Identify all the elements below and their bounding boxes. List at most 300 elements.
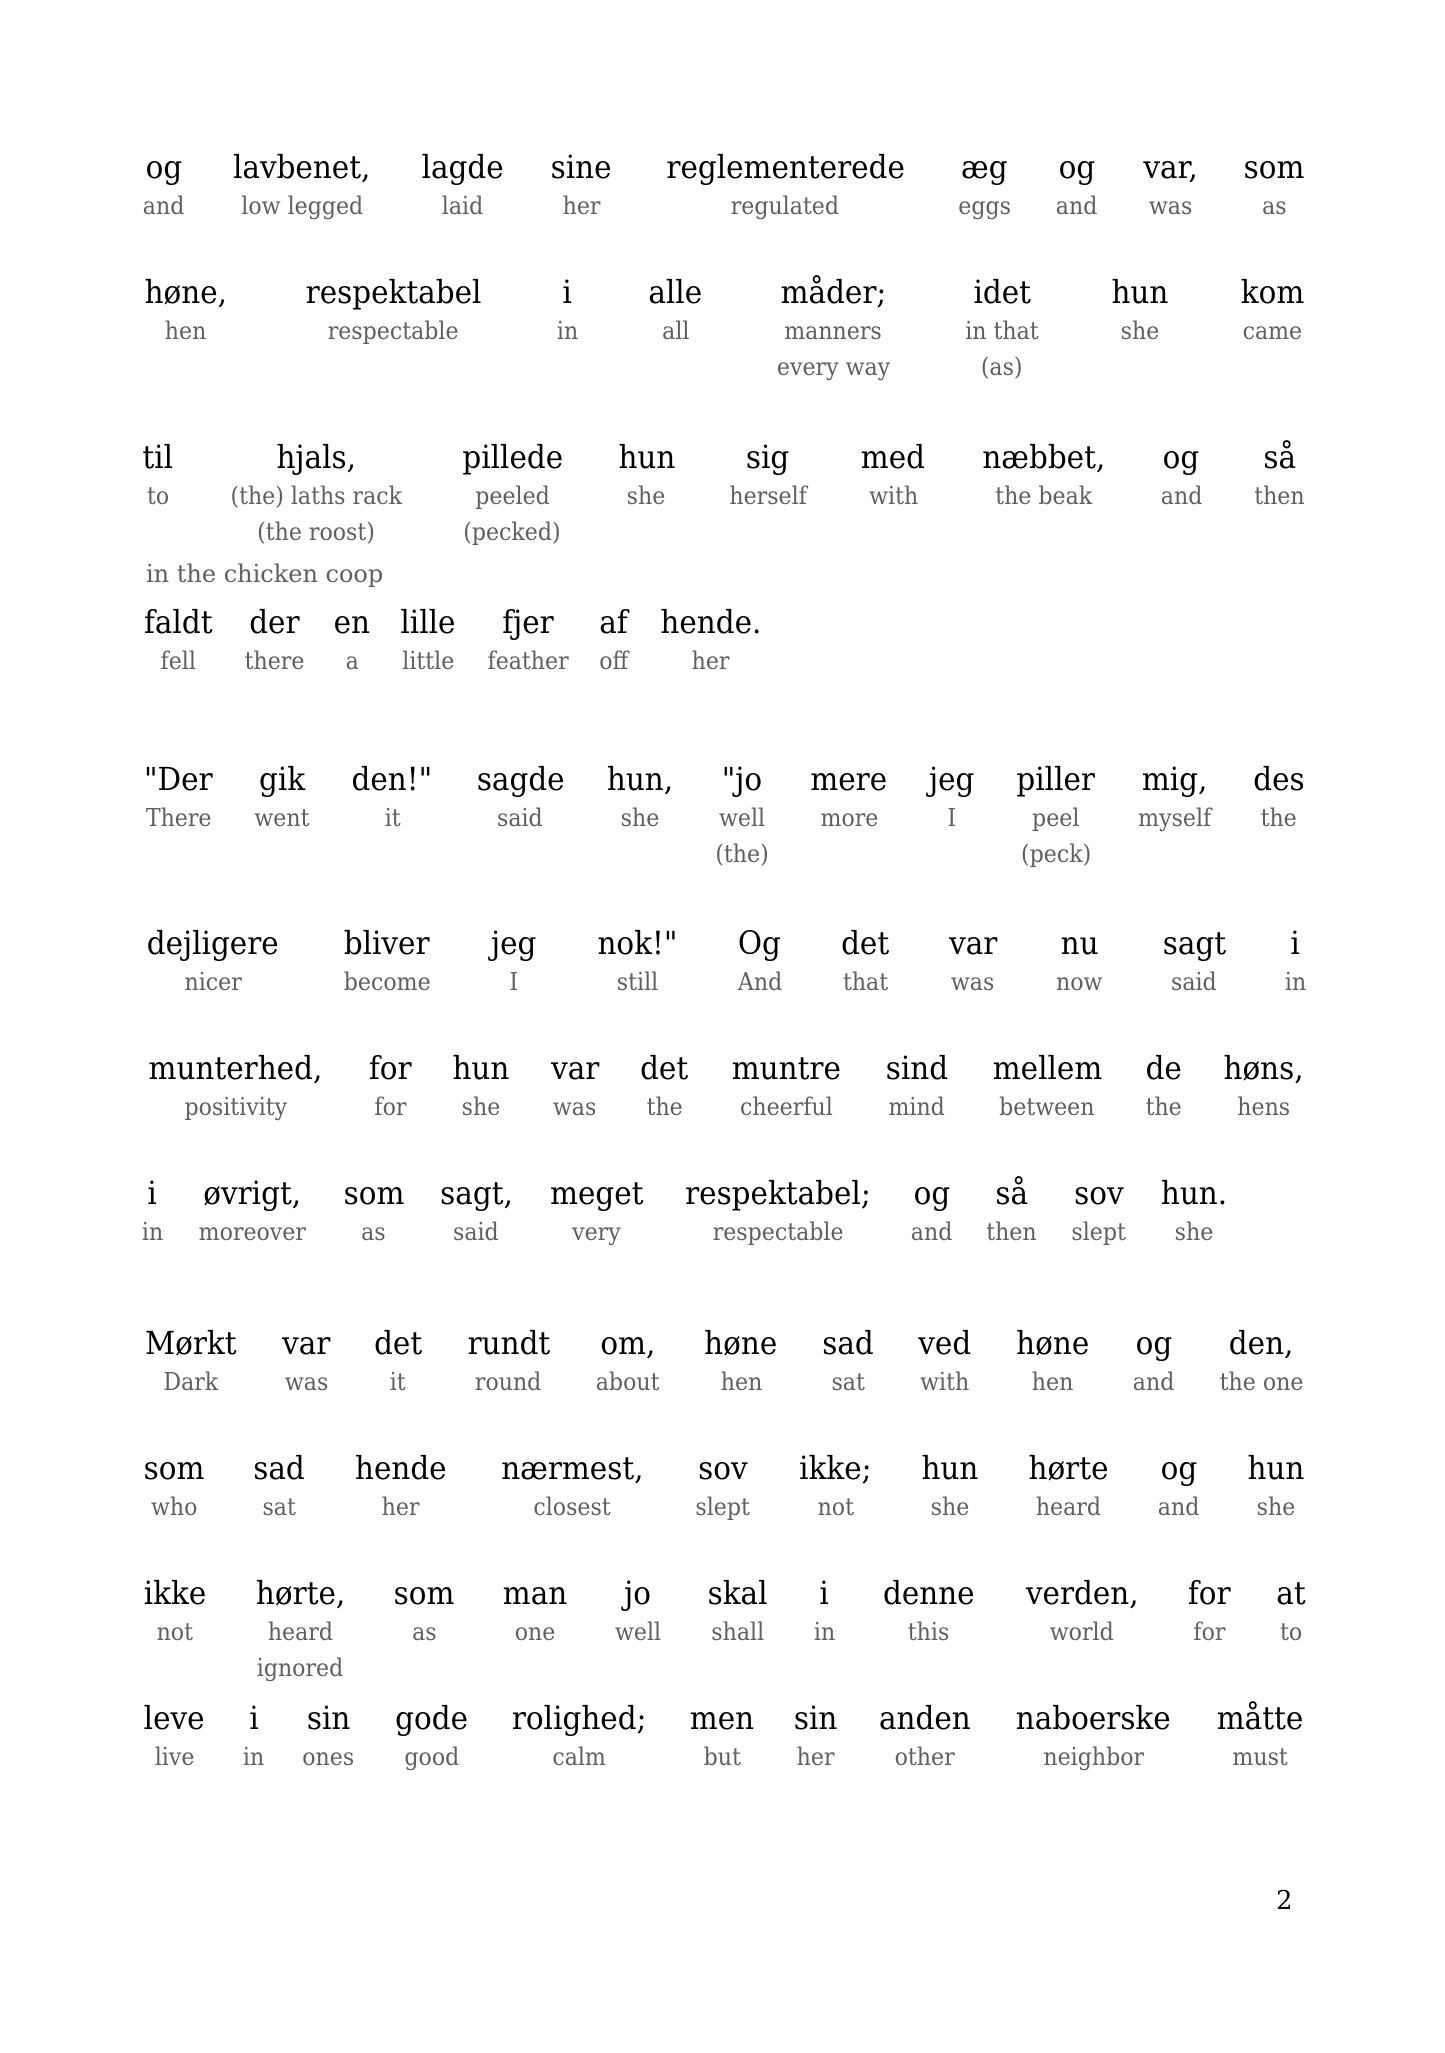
- english-gloss: laid: [441, 192, 484, 220]
- word-unit: [656, 603, 766, 679]
- english-gloss: not: [817, 1493, 854, 1521]
- english-gloss: I: [509, 968, 519, 996]
- danish-word: at: [1276, 1574, 1306, 1612]
- english-gloss: other: [894, 1743, 955, 1771]
- danish-word: sin: [794, 1699, 838, 1737]
- danish-word: mig,: [1142, 760, 1208, 798]
- word-unit: [549, 1049, 601, 1125]
- word-unit: [927, 760, 976, 836]
- english-gloss: hens: [1236, 1093, 1290, 1121]
- word-unit: [736, 924, 784, 1000]
- english-gloss: feather: [487, 647, 569, 675]
- interlinear-line: [141, 1449, 1307, 1525]
- english-gloss: heard: [1035, 1493, 1102, 1521]
- english-gloss: sat: [831, 1368, 865, 1396]
- danish-word: i: [249, 1699, 259, 1737]
- word-unit: [392, 1699, 471, 1775]
- english-gloss: must: [1232, 1743, 1288, 1771]
- english-gloss: she: [621, 804, 660, 832]
- interlinear-line: [141, 1574, 1307, 1686]
- english-gloss: closest: [533, 1493, 611, 1521]
- english-gloss: peel: [1032, 804, 1080, 832]
- word-unit: [1216, 1324, 1307, 1400]
- danish-word: muntre: [732, 1049, 842, 1087]
- english-gloss: very: [572, 1218, 621, 1246]
- word-unit: [1009, 1699, 1177, 1775]
- english-gloss: to: [1279, 1618, 1303, 1646]
- english-gloss: her: [381, 1493, 420, 1521]
- danish-word: hun: [1247, 1449, 1305, 1487]
- word-unit: [340, 924, 434, 1000]
- english-gloss: in: [1284, 968, 1307, 996]
- word-unit: [141, 1699, 207, 1775]
- word-unit: [1013, 1324, 1092, 1400]
- english-gloss: off: [599, 647, 629, 675]
- word-unit: [726, 438, 810, 514]
- english-gloss: with: [919, 1368, 969, 1396]
- word-unit: [796, 1449, 875, 1525]
- word-unit: [398, 603, 458, 679]
- english-gloss: was: [553, 1093, 597, 1121]
- interlinear-line: [141, 760, 1307, 872]
- interlinear-line: [141, 1699, 1307, 1775]
- danish-word: sad: [822, 1324, 875, 1362]
- danish-word: rundt: [467, 1324, 550, 1362]
- danish-word: næbbet,: [981, 438, 1105, 476]
- danish-word: hun: [452, 1049, 510, 1087]
- english-gloss: and: [142, 192, 185, 220]
- english-gloss: and: [1157, 1493, 1200, 1521]
- english-gloss: as: [1261, 192, 1287, 220]
- word-unit: [638, 1049, 690, 1125]
- danish-word: respektabel: [305, 273, 482, 311]
- english-gloss: shall: [711, 1618, 765, 1646]
- danish-word: verden,: [1025, 1574, 1139, 1612]
- danish-word: kom: [1240, 273, 1305, 311]
- interlinear-line: [141, 438, 1307, 550]
- english-gloss: in: [243, 1743, 265, 1771]
- english-gloss: more: [820, 804, 879, 832]
- danish-word: "Der: [143, 760, 213, 798]
- page-number: 2: [1276, 1886, 1293, 1916]
- english-gloss: it: [384, 804, 401, 832]
- danish-word: med: [861, 438, 926, 476]
- danish-word: nok!": [597, 924, 678, 962]
- english-gloss: she: [461, 1093, 501, 1121]
- english-gloss: moreover: [198, 1218, 307, 1246]
- english-gloss: well: [718, 804, 765, 832]
- english-gloss: And: [737, 968, 782, 996]
- english-gloss: world: [1050, 1618, 1115, 1646]
- danish-word: så: [1263, 438, 1296, 476]
- english-gloss: There: [145, 804, 212, 832]
- word-unit: [594, 924, 681, 1000]
- danish-word: anden: [878, 1699, 971, 1737]
- danish-word: i: [562, 273, 573, 311]
- word-unit: [1241, 148, 1307, 224]
- danish-word: i: [147, 1174, 158, 1212]
- danish-word: det: [640, 1049, 689, 1087]
- word-unit: [484, 603, 572, 679]
- word-unit: [593, 1324, 662, 1400]
- word-unit: [450, 1049, 512, 1125]
- english-gloss: said: [1171, 968, 1218, 996]
- interlinear-line: [141, 1324, 1307, 1400]
- danish-word: respektabel;: [685, 1174, 872, 1212]
- danish-word: sov: [1073, 1174, 1124, 1212]
- danish-word: hun,: [607, 760, 674, 798]
- word-unit: [807, 760, 891, 836]
- english-gloss: regulated: [731, 192, 840, 220]
- word-unit: [1284, 924, 1307, 1000]
- english-gloss: not: [156, 1618, 194, 1646]
- english-gloss: her: [562, 192, 601, 220]
- english-gloss: she: [1120, 317, 1160, 345]
- interlinear-line: [141, 1049, 1307, 1125]
- danish-word: måtte: [1216, 1699, 1304, 1737]
- word-unit: [916, 1324, 974, 1400]
- word-unit: [141, 1449, 207, 1525]
- english-gloss: it: [390, 1368, 406, 1396]
- word-unit: [919, 1449, 981, 1525]
- danish-word: æg: [961, 148, 1008, 186]
- word-unit: [298, 273, 489, 349]
- danish-word: om,: [599, 1324, 655, 1362]
- word-unit: [1156, 1449, 1201, 1525]
- danish-word: lagde: [421, 148, 504, 186]
- word-unit: [141, 438, 174, 514]
- alternate-gloss: ignored: [256, 1654, 344, 1682]
- danish-word: faldt: [143, 603, 213, 641]
- danish-word: pillede: [461, 438, 563, 476]
- danish-word: og: [145, 148, 182, 186]
- danish-word: til: [142, 438, 173, 476]
- english-gloss: I: [947, 804, 957, 832]
- danish-word: og: [1162, 438, 1200, 476]
- word-unit: [495, 1449, 650, 1525]
- english-gloss: respectable: [327, 317, 459, 345]
- danish-word: hun: [921, 1449, 979, 1487]
- word-unit: [613, 1574, 663, 1650]
- danish-word: nu: [1060, 924, 1099, 962]
- english-gloss: a: [345, 647, 359, 675]
- danish-word: sagt,: [439, 1174, 513, 1212]
- english-gloss: well: [614, 1618, 661, 1646]
- english-gloss: the beak: [994, 482, 1092, 510]
- word-unit: [1213, 1699, 1307, 1775]
- word-unit: [546, 1174, 648, 1250]
- word-unit: [548, 148, 614, 224]
- danish-word: des: [1253, 760, 1305, 798]
- english-gloss: hen: [1031, 1368, 1074, 1396]
- english-gloss: heard: [267, 1618, 333, 1646]
- danish-word: fjer: [502, 603, 554, 641]
- word-unit: [1159, 438, 1204, 514]
- alternate-gloss: (pecked): [463, 518, 562, 546]
- word-unit: [332, 603, 372, 679]
- word-unit: [489, 924, 538, 1000]
- danish-word: man: [502, 1574, 568, 1612]
- english-gloss: hen: [720, 1368, 762, 1396]
- english-gloss: calm: [552, 1743, 606, 1771]
- danish-word: sagde: [476, 760, 565, 798]
- word-unit: [1013, 760, 1098, 872]
- english-gloss: herself: [729, 482, 807, 510]
- english-gloss: she: [1256, 1493, 1296, 1521]
- word-unit: [1238, 273, 1307, 349]
- english-gloss: went: [254, 804, 310, 832]
- danish-word: øvrigt,: [203, 1174, 302, 1212]
- danish-word: idet: [973, 273, 1031, 311]
- english-gloss: in: [141, 1218, 164, 1246]
- danish-word: ikke: [143, 1574, 207, 1612]
- danish-word: "jo: [721, 760, 763, 798]
- danish-word: hjals,: [276, 438, 356, 476]
- danish-word: gik: [258, 760, 306, 798]
- english-gloss: but: [703, 1743, 741, 1771]
- word-unit: [1135, 760, 1214, 836]
- word-unit: [500, 1574, 570, 1650]
- word-unit: [141, 273, 231, 349]
- word-unit: [1025, 1449, 1112, 1525]
- danish-word: reglementerede: [665, 148, 905, 186]
- english-gloss: manners: [784, 317, 883, 345]
- word-unit: [956, 148, 1013, 224]
- danish-word: i: [1290, 924, 1301, 962]
- english-gloss: and: [1160, 482, 1202, 510]
- danish-word: piller: [1016, 760, 1096, 798]
- word-unit: [1251, 760, 1307, 836]
- danish-word: naboerske: [1016, 1699, 1172, 1737]
- word-unit: [194, 1174, 311, 1250]
- word-unit: [1275, 1574, 1307, 1650]
- english-gloss: there: [244, 647, 304, 675]
- word-unit: [962, 273, 1042, 385]
- interlinear-line: [141, 924, 1307, 1000]
- danish-word: nærmest,: [500, 1449, 644, 1487]
- word-unit: [141, 1324, 241, 1400]
- word-unit: [705, 1574, 770, 1650]
- english-gloss: live: [154, 1743, 194, 1771]
- danish-word: rolighed;: [511, 1699, 647, 1737]
- danish-word: sin: [306, 1699, 351, 1737]
- word-unit: [372, 1324, 424, 1400]
- alternate-gloss: (as): [981, 353, 1023, 381]
- english-gloss: in that: [965, 317, 1039, 345]
- word-unit: [141, 1049, 330, 1125]
- word-unit: [727, 1049, 846, 1125]
- word-unit: [141, 760, 216, 836]
- danish-word: jeg: [491, 924, 537, 962]
- danish-word: af: [599, 603, 629, 641]
- english-gloss: now: [1056, 968, 1103, 996]
- word-unit: [367, 1049, 413, 1125]
- english-gloss: respectable: [712, 1218, 844, 1246]
- danish-word: som: [393, 1574, 455, 1612]
- danish-word: og: [1160, 1449, 1197, 1487]
- english-gloss: myself: [1138, 804, 1212, 832]
- interlinear-line: [141, 603, 1307, 679]
- danish-word: ikke;: [799, 1449, 873, 1487]
- english-gloss: ones: [302, 1743, 355, 1771]
- word-unit: [341, 1174, 407, 1250]
- word-unit: [252, 760, 312, 836]
- danish-word: og: [1135, 1324, 1173, 1362]
- word-unit: [883, 1049, 951, 1125]
- danish-word: så: [995, 1174, 1029, 1212]
- danish-word: høns,: [1223, 1049, 1304, 1087]
- word-unit: [141, 148, 186, 224]
- danish-word: hun: [618, 438, 675, 476]
- word-unit: [713, 760, 771, 872]
- danish-word: måder;: [780, 273, 887, 311]
- word-unit: [242, 603, 307, 679]
- word-unit: [418, 148, 507, 224]
- word-unit: [984, 1174, 1039, 1250]
- alternate-gloss: (the roost): [257, 518, 375, 546]
- danish-word: sad: [253, 1449, 305, 1487]
- word-unit: [251, 1449, 307, 1525]
- english-gloss: between: [999, 1093, 1095, 1121]
- english-gloss: she: [1174, 1218, 1214, 1246]
- word-unit: [792, 1699, 839, 1775]
- danish-word: alle: [648, 273, 703, 311]
- word-unit: [141, 603, 216, 679]
- danish-word: høne: [1015, 1324, 1089, 1362]
- english-gloss: as: [412, 1618, 437, 1646]
- danish-word: sagt: [1162, 924, 1226, 962]
- danish-word: hørte,: [255, 1574, 345, 1612]
- danish-word: hende: [354, 1449, 447, 1487]
- word-unit: [300, 1699, 356, 1775]
- english-gloss: who: [150, 1493, 198, 1521]
- english-gloss: nicer: [184, 968, 242, 996]
- word-unit: [875, 1699, 975, 1775]
- english-gloss: little: [401, 647, 454, 675]
- danish-word: lavbenet,: [233, 148, 371, 186]
- danish-word: meget: [549, 1174, 644, 1212]
- word-unit: [1158, 1174, 1230, 1250]
- extra-gloss-note: in the chicken coop: [146, 560, 384, 588]
- danish-word: der: [248, 603, 300, 641]
- word-unit: [1144, 1049, 1183, 1125]
- danish-word: skal: [707, 1574, 768, 1612]
- alternate-gloss: every way: [776, 353, 890, 381]
- word-unit: [820, 1324, 876, 1400]
- interlinear-line: [141, 1174, 1307, 1250]
- word-unit: [1186, 1574, 1232, 1650]
- word-unit: [1131, 1324, 1176, 1400]
- danish-word: var,: [1143, 148, 1198, 186]
- word-unit: [473, 760, 568, 836]
- word-unit: [1109, 273, 1171, 349]
- english-gloss: sat: [262, 1493, 296, 1521]
- english-gloss: said: [497, 804, 544, 832]
- word-unit: [506, 1699, 652, 1775]
- english-gloss: that: [842, 968, 888, 996]
- word-unit: [839, 924, 891, 1000]
- danish-word: den!": [351, 760, 433, 798]
- word-unit: [701, 1324, 780, 1400]
- danish-word: i: [819, 1574, 830, 1612]
- english-gloss: with: [868, 482, 918, 510]
- english-gloss: to: [146, 482, 169, 510]
- danish-word: sov: [698, 1449, 748, 1487]
- word-unit: [858, 438, 928, 514]
- danish-word: sig: [746, 438, 790, 476]
- english-gloss: mind: [888, 1093, 945, 1121]
- danish-word: ved: [917, 1324, 971, 1362]
- danish-word: som: [343, 1174, 405, 1212]
- danish-word: som: [143, 1449, 205, 1487]
- english-gloss: slept: [1071, 1218, 1126, 1246]
- english-gloss: (the) laths rack: [230, 482, 402, 510]
- word-unit: [977, 438, 1111, 514]
- word-unit: [1252, 438, 1307, 514]
- danish-word: som: [1243, 148, 1305, 186]
- danish-word: og: [1058, 148, 1096, 186]
- english-gloss: was: [1148, 192, 1192, 220]
- word-unit: [1245, 1449, 1307, 1525]
- word-unit: [464, 1324, 554, 1400]
- word-unit: [656, 148, 915, 224]
- danish-word: munterhed,: [148, 1049, 323, 1087]
- english-gloss: cheerful: [740, 1093, 834, 1121]
- english-gloss: fell: [160, 647, 196, 675]
- danish-word: for: [368, 1049, 412, 1087]
- word-unit: [458, 438, 568, 550]
- word-unit: [351, 1449, 451, 1525]
- english-gloss: for: [373, 1093, 406, 1121]
- word-unit: [693, 1449, 752, 1525]
- english-gloss: neighbor: [1043, 1743, 1144, 1771]
- danish-word: det: [373, 1324, 423, 1362]
- english-gloss: she: [627, 482, 666, 510]
- english-gloss: still: [616, 968, 658, 996]
- english-gloss: as: [361, 1218, 386, 1246]
- english-gloss: the: [1260, 804, 1298, 832]
- alternate-gloss: (peck): [1020, 840, 1092, 868]
- english-gloss: she: [930, 1493, 970, 1521]
- danish-word: for: [1187, 1574, 1231, 1612]
- danish-word: høne: [704, 1324, 778, 1362]
- english-gloss: her: [797, 1743, 835, 1771]
- english-gloss: for: [1193, 1618, 1226, 1646]
- english-gloss: peeled: [475, 482, 550, 510]
- danish-word: var: [550, 1049, 600, 1087]
- english-gloss: Dark: [163, 1368, 219, 1396]
- english-gloss: one: [514, 1618, 556, 1646]
- word-unit: [616, 438, 678, 514]
- english-gloss: and: [910, 1218, 953, 1246]
- danish-word: mellem: [992, 1049, 1102, 1087]
- danish-word: det: [841, 924, 890, 962]
- english-gloss: was: [284, 1368, 328, 1396]
- english-gloss: said: [453, 1218, 500, 1246]
- english-gloss: her: [691, 647, 730, 675]
- danish-word: var: [282, 1324, 331, 1362]
- danish-word: Mørkt: [144, 1324, 237, 1362]
- word-unit: [1021, 1574, 1144, 1650]
- word-unit: [437, 1174, 516, 1250]
- english-gloss: good: [404, 1743, 459, 1771]
- danish-word: sine: [550, 148, 612, 186]
- alternate-gloss: (the): [715, 840, 769, 868]
- english-gloss: positivity: [184, 1093, 287, 1121]
- danish-word: den,: [1229, 1324, 1294, 1362]
- word-unit: [1054, 148, 1099, 224]
- english-gloss: and: [1056, 192, 1098, 220]
